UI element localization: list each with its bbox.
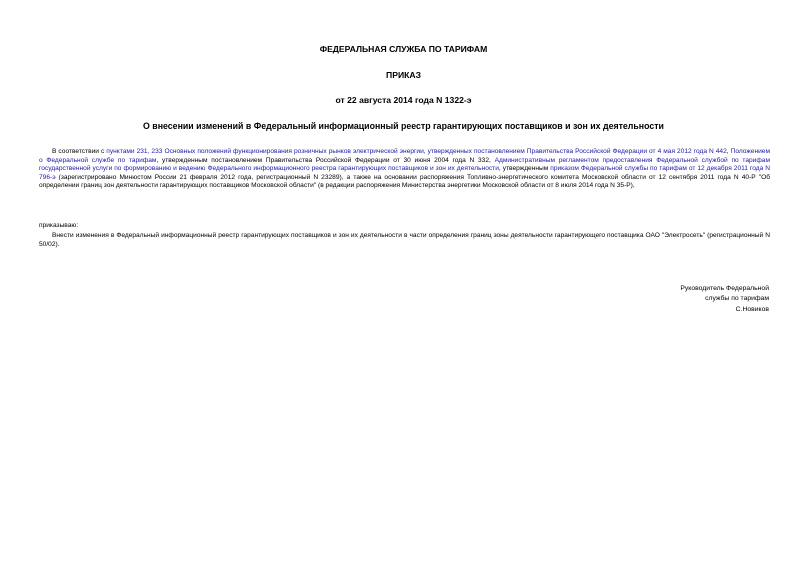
agency-title: ФЕДЕРАЛЬНАЯ СЛУЖБА ПО ТАРИФАМ bbox=[319, 44, 488, 54]
preamble-paragraph bbox=[39, 148, 770, 191]
preamble-text: , bbox=[726, 148, 731, 155]
signature-block bbox=[680, 284, 769, 315]
document-subject: О внесении изменений в Федеральный информационный реестр гарантирующих поставщиков и зон их деятельности bbox=[143, 121, 664, 131]
order-word: приказываю: bbox=[39, 222, 79, 229]
preamble-text: , утвержденным постановлением Правительства Российской Федерации от 30 июня 2004 года N 332, bbox=[156, 156, 495, 164]
signature-position: Руководитель Федеральной bbox=[680, 285, 769, 292]
preamble-text: , утвержденным bbox=[498, 165, 551, 173]
signature-agency: службы по тарифам bbox=[705, 295, 769, 303]
document-type: ПРИКАЗ bbox=[386, 70, 421, 80]
link-fst-order-796[interactable]: приказом Федеральной службы по тарифам от 12 декабря 2011 года N 796-э bbox=[39, 165, 770, 181]
link-fst-regulation[interactable]: Положением о Федеральной службе по тарифам bbox=[39, 148, 770, 164]
preamble-text: (зарегистрировано Минюстом России 21 февраля 2012 года, регистрационный N 23289), а также на основании распоряжения Топливно-энергетического комитета Московской области от 12 сентября 2011 года N 40-Р "Об определении границ зон деятельности гарантирующих поставщиков Московской области" (в редакции распоряжения Министерства энергетики Московской области от 8 июля 2014 года N 35-Р), bbox=[39, 173, 770, 190]
link-basic-provisions[interactable]: пунктами 231, 233 Основных положений функционирования розничных рынков электрической энергии, утвержденных постановлением Правительства Российской Федерации от 4 мая 2012 года N 442 bbox=[106, 148, 727, 155]
preamble-text: В соответствии с bbox=[52, 148, 107, 155]
document-date-number: от 22 августа 2014 года N 1322-э bbox=[335, 95, 472, 105]
order-paragraph: Внести изменения в Федеральный информационный реестр гарантирующих поставщиков и зон их деятельности в части определения границ зоны деятельности гарантирующего поставщика ОАО "Электросеть" (регистрационный N 50/02). bbox=[39, 232, 770, 248]
signature-name: С.Новиков bbox=[735, 305, 769, 313]
link-admin-regulation[interactable]: Административным регламентом предоставления Федеральной службой по тарифам государственной услуги по формированию и ведению Федерального информационного реестра гарантирующих поставщиков и зон их деятельности bbox=[39, 156, 770, 173]
